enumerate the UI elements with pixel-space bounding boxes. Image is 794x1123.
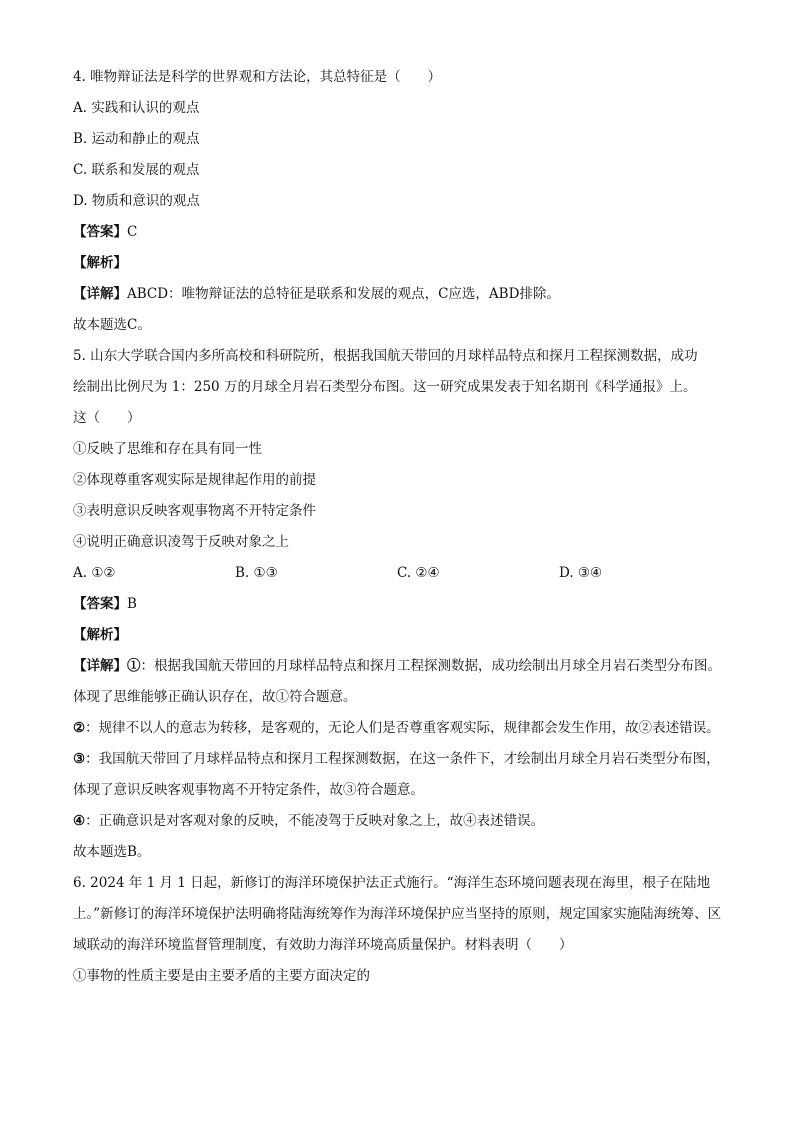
- q5-options: [73, 558, 723, 589]
- q5-option-c: C. ②④: [397, 565, 440, 581]
- q5-detail-4: [73, 806, 723, 837]
- detail-text-1: ：根据我国航天带回的月球样品特点和探月工程探测数据，成功绘制出月球全月岩石类型分布图。体现了思维能够正确认识存在，故①符合题意。: [73, 658, 721, 705]
- q5-option-a: A. ①②: [73, 565, 116, 581]
- q5-detail-1: [73, 651, 723, 713]
- q4-conclusion: 故本题选C。: [73, 317, 151, 333]
- q5-detail-2: [73, 713, 723, 744]
- detail-tag: 【详解】: [73, 286, 127, 302]
- q5-option-b: B. ①③: [235, 565, 278, 581]
- detail-marker-3: ③: [73, 751, 86, 767]
- q5-statement-2: ②体现尊重客观实际是规律起作用的前提: [73, 472, 316, 488]
- q6-statement-1: ①事物的性质主要是由主要矛盾的主要方面决定的: [73, 968, 370, 984]
- detail-marker-4: ④: [73, 813, 86, 829]
- q5-statement-3: ③表明意识反映客观事物离不开特定条件: [73, 503, 316, 519]
- q6-stem: 6. 2024 年 1 月 1 日起，新修订的海洋环境保护法正式施行。“海洋生态环境问题表现在海里，根子在陆地上。”新修订的海洋环境保护法明确将陆海统筹作为海洋环境保护应当坚持的原则，规定国家实施陆海统筹、区域联动的海洋环境监督管理制度，有效助力海洋环境高质量保护。材料表明（ ）: [73, 875, 722, 953]
- q4-answer: [73, 217, 723, 248]
- q4-detail: [73, 279, 723, 310]
- q4-option-c: C. 联系和发展的观点: [73, 162, 200, 178]
- q4-option-b: B. 运动和静止的观点: [73, 131, 200, 147]
- answer-tag: 【答案】: [73, 224, 127, 240]
- answer-value: B: [127, 596, 137, 612]
- q4-option-a: A. 实践和认识的观点: [73, 100, 200, 116]
- q4-stem: 4. 唯物辩证法是科学的世界观和方法论，其总特征是（ ）: [73, 69, 442, 85]
- answer-tag: 【答案】: [73, 596, 127, 612]
- q5-stem-line3: 这（ ）: [73, 410, 141, 426]
- q4-option-d: D. 物质和意识的观点: [73, 193, 200, 209]
- q5-stem-line2: 绘制出比例尺为 1：250 万的月球全月岩石类型分布图。这一研究成果发表于知名期刊《科学通报》上。: [73, 379, 697, 395]
- q5-stem-line1: 5. 山东大学联合国内多所高校和科研院所，根据我国航天带回的月球样品特点和探月工程探测数据，成功: [73, 348, 698, 364]
- detail-marker-1: ①: [127, 658, 141, 674]
- q5-detail-3: [73, 744, 723, 806]
- q5-answer: [73, 589, 723, 620]
- q4-analysis-tag: 【解析】: [73, 255, 127, 271]
- detail-tag: 【详解】: [73, 658, 127, 674]
- document-page: [73, 62, 723, 992]
- q5-analysis-tag: 【解析】: [73, 627, 127, 643]
- detail-text-2: ：规律不以人的意志为转移，是客观的，无论人们是否尊重客观实际，规律都会发生作用，故②表述错误。: [85, 720, 720, 736]
- q5-statement-4: ④说明正确意识凌驾于反映对象之上: [73, 534, 289, 550]
- detail-text-4: ：正确意识是对客观对象的反映，不能凌驾于反映对象之上，故④表述错误。: [85, 813, 545, 829]
- detail-marker-2: ②: [73, 720, 86, 736]
- q5-option-d: D. ③④: [559, 565, 603, 581]
- q5-statement-1: ①反映了思维和存在具有同一性: [73, 441, 262, 457]
- q5-conclusion: 故本题选B。: [73, 844, 151, 860]
- detail-text-3: ：我国航天带回了月球样品特点和探月工程探测数据，在这一条件下，才绘制出月球全月岩石类型分布图，体现了意识反映客观事物离不开特定条件，故③符合题意。: [73, 751, 720, 798]
- answer-value: C: [127, 224, 138, 240]
- detail-text: ABCD：唯物辩证法的总特征是联系和发展的观点，C应选，ABD排除。: [127, 286, 560, 302]
